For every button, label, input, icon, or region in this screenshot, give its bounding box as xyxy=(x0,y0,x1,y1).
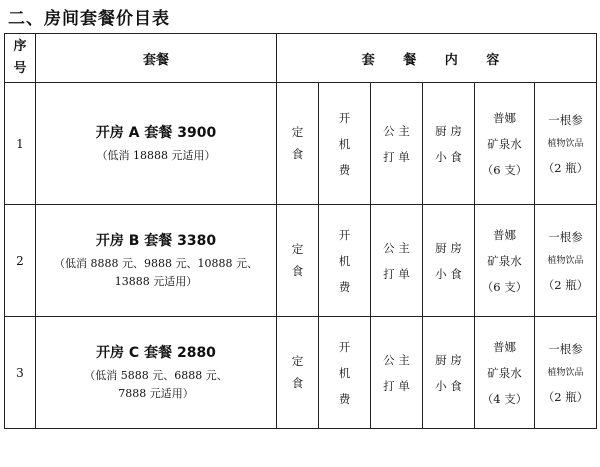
kitchen-cell: 厨 房 小 食 xyxy=(423,83,475,205)
table-row xyxy=(5,205,597,317)
table-row xyxy=(5,317,597,429)
package-cell xyxy=(36,205,277,317)
bill-cell: 公 主 打 单 xyxy=(371,83,423,205)
header-seq: 序号 xyxy=(5,34,36,83)
price-table xyxy=(4,33,597,429)
header-content: 套 餐 内 容 xyxy=(277,34,597,83)
bill-cell: 公 主 打 单 xyxy=(371,205,423,317)
row-index: 1 xyxy=(5,83,36,205)
row-index: 3 xyxy=(5,317,36,429)
meal-cell: 定食 xyxy=(277,317,319,429)
header-package: 套餐 xyxy=(36,34,277,83)
ginseng-cell: 一根参 植物饮品 （2 瓶） xyxy=(535,205,597,317)
package-note: （低消 5888 元、6888 元、 xyxy=(84,368,228,382)
row-index: 2 xyxy=(5,205,36,317)
package-name: 开房 A 套餐 3900 xyxy=(95,124,217,141)
table-header-row xyxy=(5,34,597,83)
package-note: （低消 18888 元适用） xyxy=(96,148,216,162)
kitchen-cell: 厨 房 小 食 xyxy=(423,205,475,317)
meal-cell: 定食 xyxy=(277,83,319,205)
package-note: （低消 8888 元、9888 元、10888 元、 xyxy=(54,256,258,270)
package-name: 开房 C 套餐 2880 xyxy=(96,344,216,361)
kitchen-cell: 厨 房 小 食 xyxy=(423,317,475,429)
ginseng-cell: 一根参 植物饮品 （2 瓶） xyxy=(535,83,597,205)
package-note: 13888 元适用） xyxy=(114,274,198,288)
table-row xyxy=(5,83,597,205)
fee-cell: 开 机 费 xyxy=(319,317,371,429)
package-cell xyxy=(36,83,277,205)
fee-cell: 开 机 费 xyxy=(319,205,371,317)
package-cell xyxy=(36,317,277,429)
bill-cell: 公 主 打 单 xyxy=(371,317,423,429)
water-cell: 普娜 矿泉水 （4 支） xyxy=(475,317,535,429)
fee-cell: 开 机 费 xyxy=(319,83,371,205)
meal-cell: 定食 xyxy=(277,205,319,317)
page-title: 二、房间套餐价目表 xyxy=(8,9,170,29)
ginseng-cell: 一根参 植物饮品 （2 瓶） xyxy=(535,317,597,429)
package-note: 7888 元适用） xyxy=(118,386,194,400)
package-name: 开房 B 套餐 3380 xyxy=(95,232,217,249)
water-cell: 普娜 矿泉水 （6 支） xyxy=(475,83,535,205)
water-cell: 普娜 矿泉水 （6 支） xyxy=(475,205,535,317)
